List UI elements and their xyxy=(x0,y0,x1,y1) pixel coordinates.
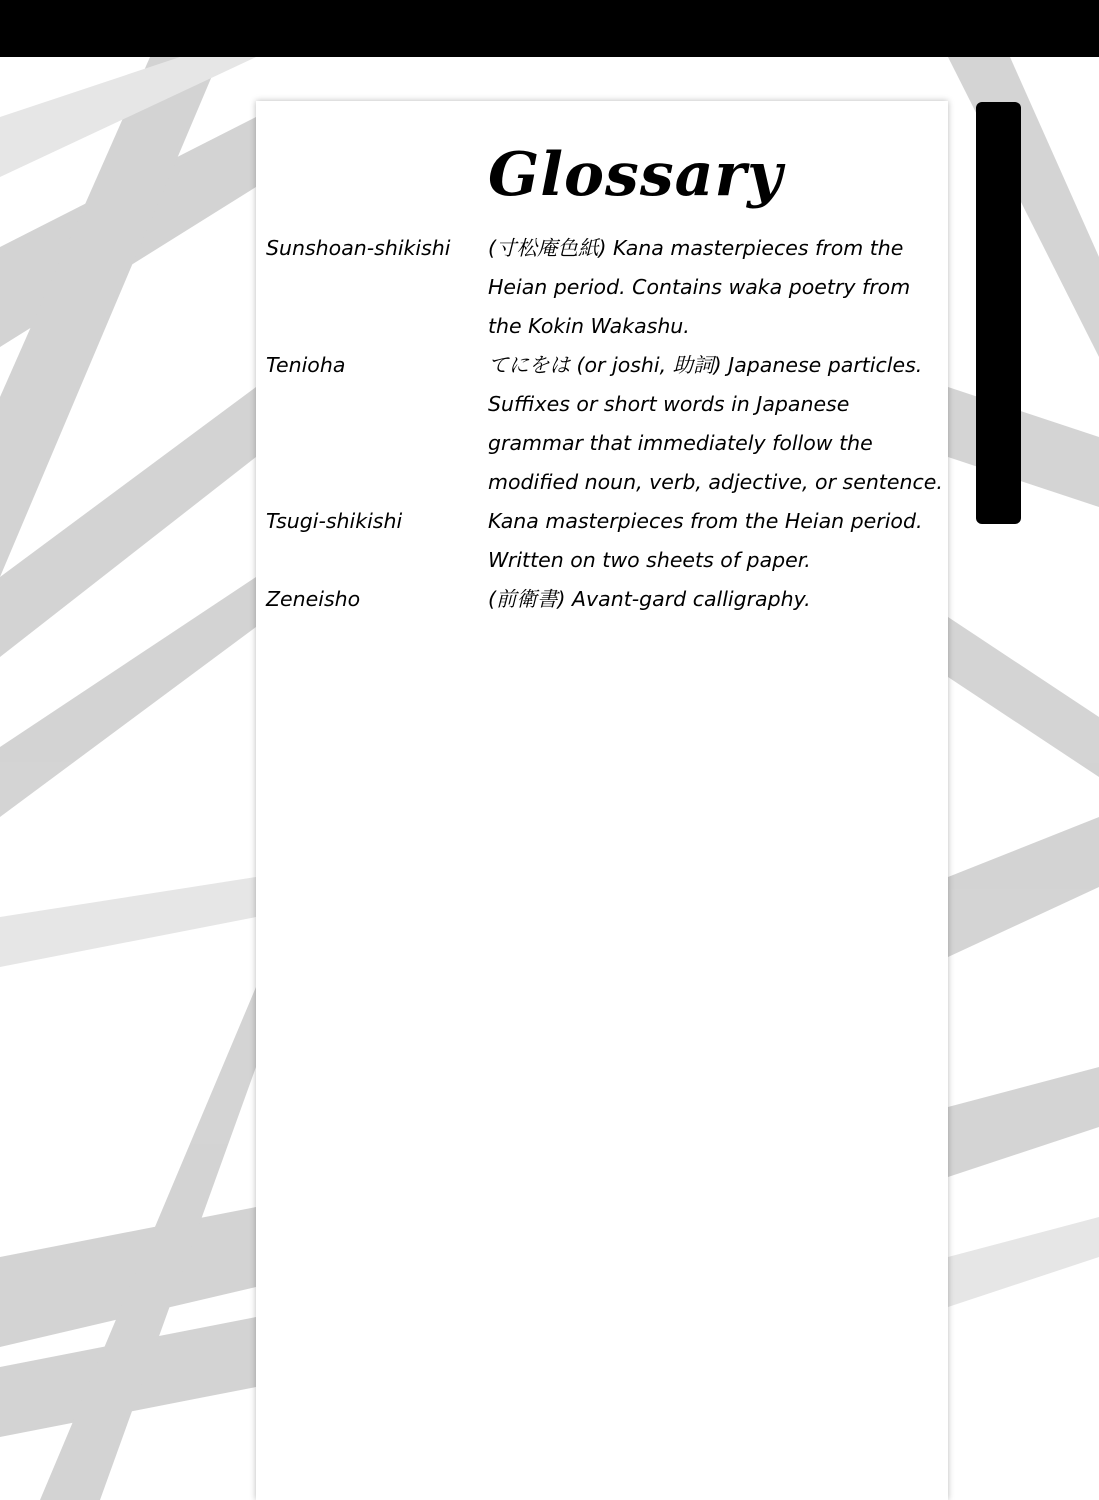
glossary-page xyxy=(256,101,948,1500)
glossary-definition: Kana masterpieces from the Heian period. Written on two sheets of paper. xyxy=(488,509,923,572)
glossary-definition: (寸松庵色紙) Kana masterpieces from the Heian period. Contains waka poetry from the Kokin Wakashu. xyxy=(488,236,911,338)
glossary-definition: (前衛書) Avant-gard calligraphy. xyxy=(488,587,811,611)
glossary-entry xyxy=(266,502,946,580)
glossary-entry xyxy=(266,229,946,346)
glossary-term: Tenioha xyxy=(266,353,346,377)
glossary-definition: てにをは (or joshi, 助詞) Japanese particles. Suffixes or short words in Japanese grammar that immediately follow the modified noun, verb, adjective, or sentence. xyxy=(488,353,943,494)
scrollbar-thumb[interactable] xyxy=(976,102,1021,524)
top-bar xyxy=(0,0,1099,57)
glossary-term: Zeneisho xyxy=(266,587,361,611)
page-title: Glossary xyxy=(488,140,783,210)
glossary-entry xyxy=(266,346,946,502)
glossary-term: Tsugi-shikishi xyxy=(266,509,403,533)
glossary-entry xyxy=(266,580,946,619)
glossary-list xyxy=(266,229,946,619)
glossary-term: Sunshoan-shikishi xyxy=(266,236,451,260)
